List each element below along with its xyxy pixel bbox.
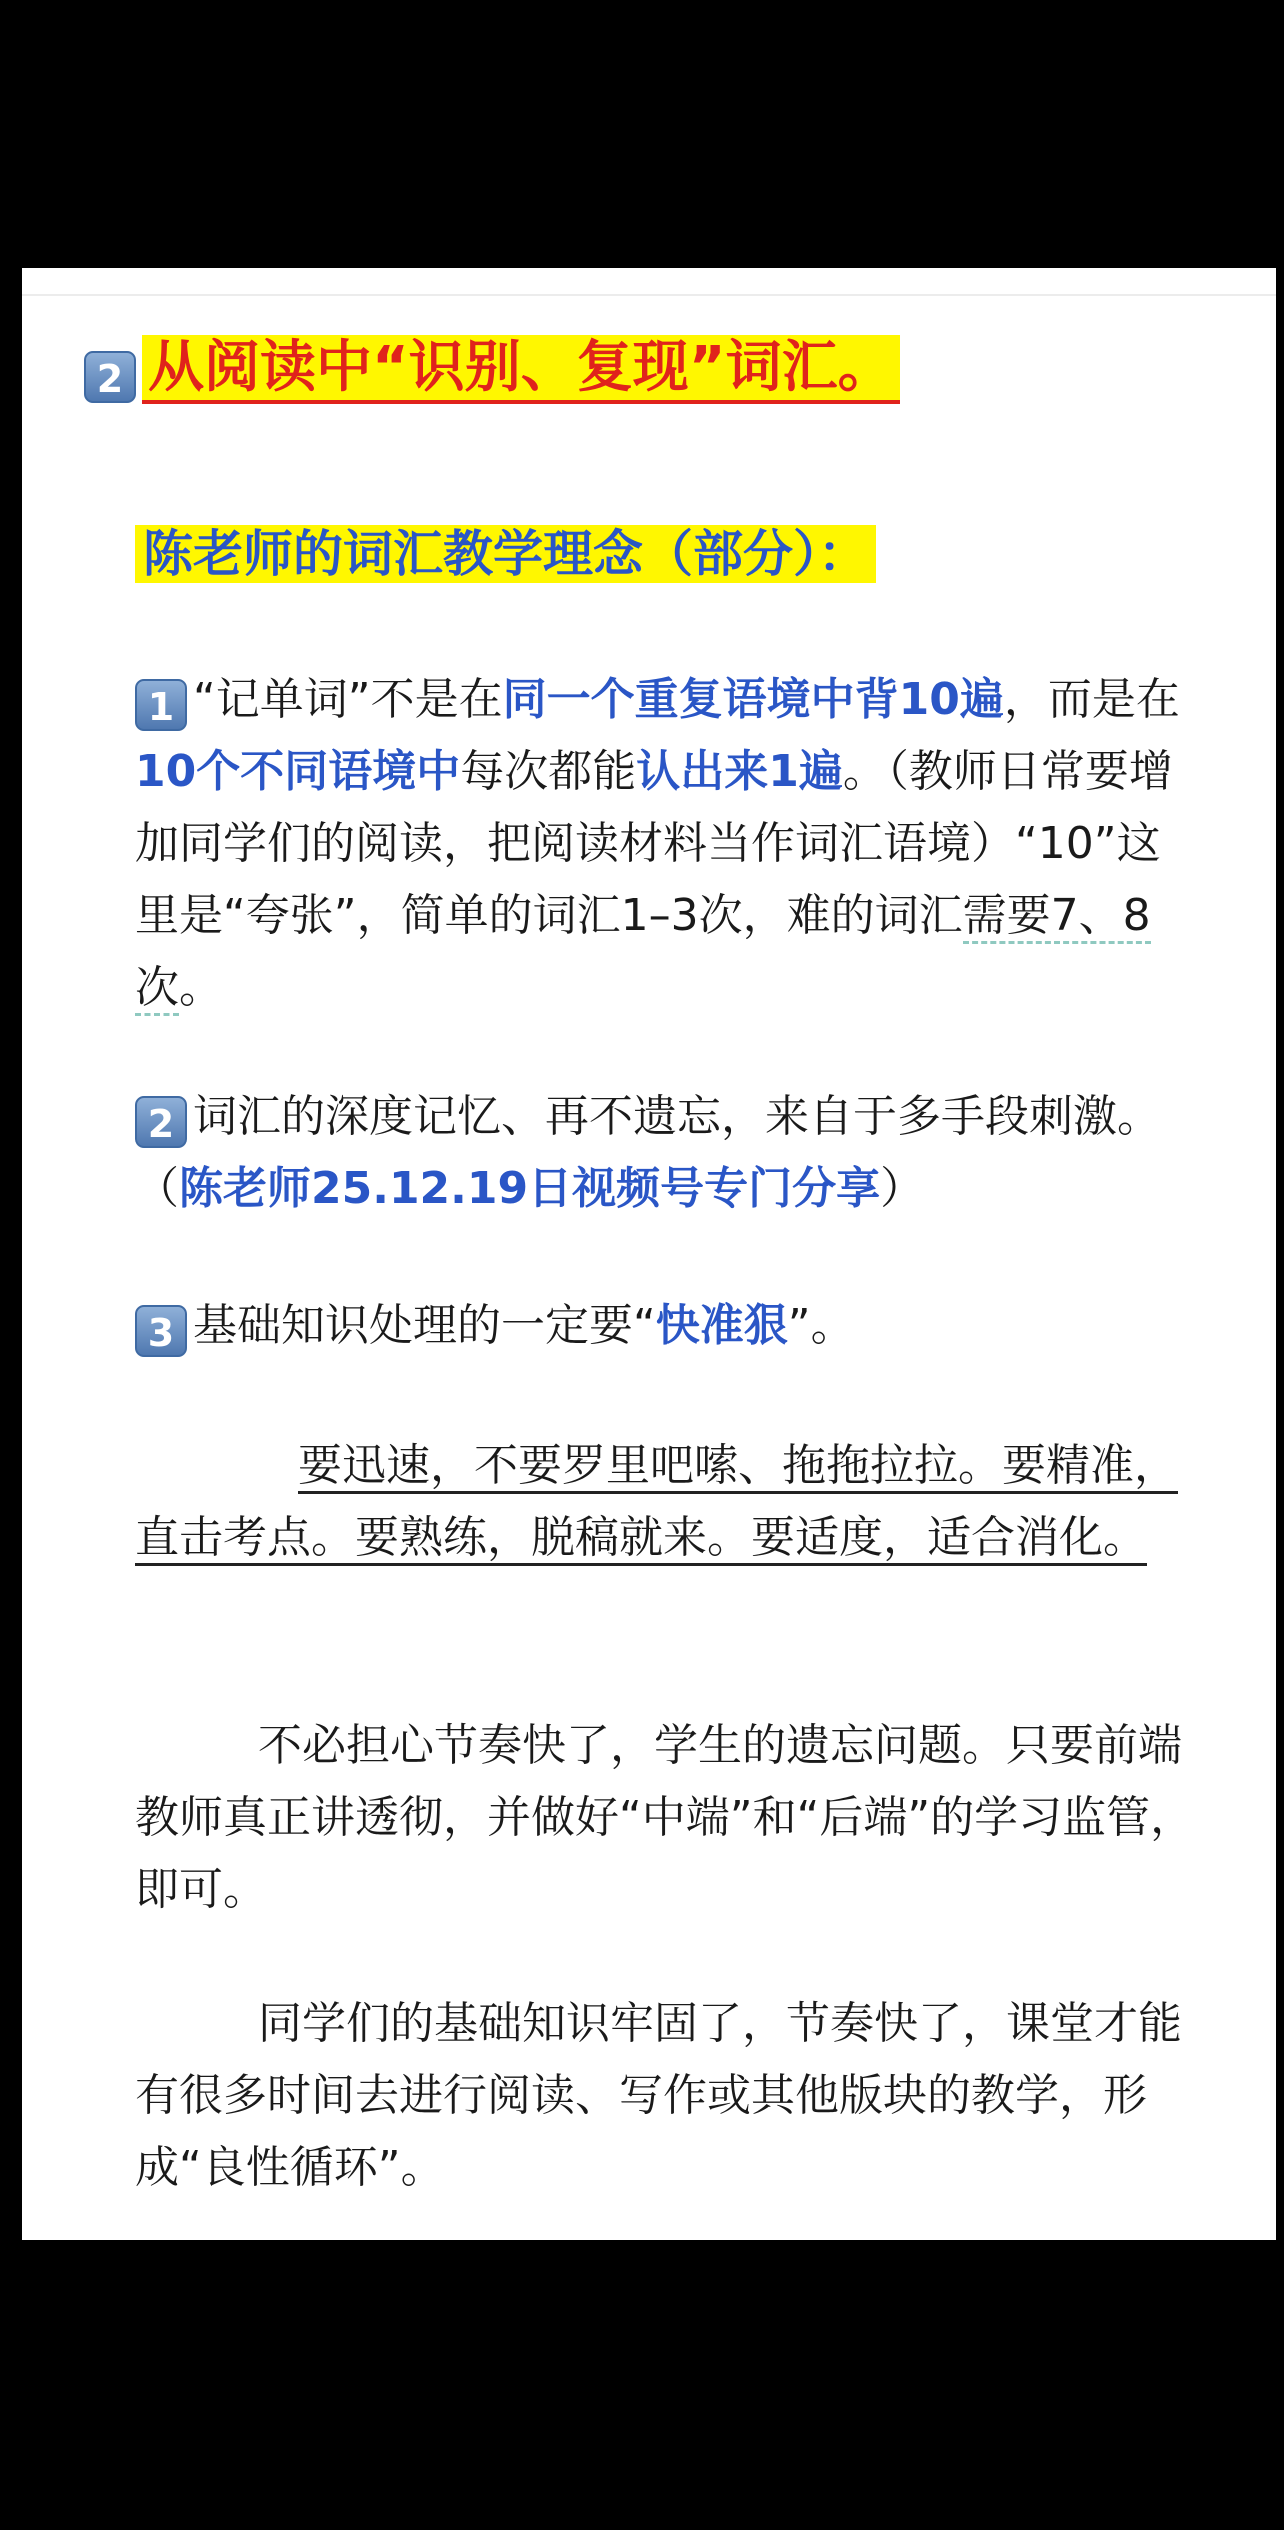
divider xyxy=(22,294,1276,296)
highlight-text: 认出来1遍 xyxy=(636,746,843,797)
paragraph-2: 不必担心节奏快了，学生的遗忘问题。只要前端教师真正讲透彻，并做好“中端”和“后端”的学习监管，即可。 xyxy=(135,1720,1195,1915)
text: 。 xyxy=(179,962,223,1013)
text: 词汇的深度记忆、再不遗忘，来自于多手段刺激。（ xyxy=(135,1091,1161,1214)
highlight-text: 同一个重复语境中背10遍 xyxy=(502,674,1004,725)
text: ”。 xyxy=(787,1300,855,1351)
subheading xyxy=(135,514,876,594)
paragraph-1 xyxy=(135,1430,1195,1574)
number-badge-icon: 2 xyxy=(84,351,136,403)
highlight-text: 10个不同语境中 xyxy=(135,746,461,797)
text: 每次都能 xyxy=(460,746,637,797)
section-heading xyxy=(84,328,900,408)
underlined-text: 要迅速，不要罗里吧嗦、拖拖拉拉。要精准，直击考点。要熟练，脱稿就来。要适度，适合消化。 xyxy=(135,1440,1178,1566)
point-2 xyxy=(135,1081,1195,1225)
point-1 xyxy=(135,664,1195,1024)
section-heading-text: 从阅读中“识别、复现”词汇。 xyxy=(142,335,900,404)
highlight-text: 陈老师25.12.19日视频号专门分享 xyxy=(179,1163,881,1214)
number-badge-icon: 3 xyxy=(135,1305,187,1357)
text: 。（教师日常要增加同学们的阅读，把阅读材料当作词汇语境）“10”这里是“夸张”，简单的词汇1–3次，难的词汇 xyxy=(135,746,1173,941)
article-card xyxy=(22,268,1276,2240)
paragraph-3: 同学们的基础知识牢固了，节奏快了，课堂才能有很多时间去进行阅读、写作或其他版块的教学，形成“良性循环”。 xyxy=(135,1998,1182,2193)
subheading-text: 陈老师的词汇教学理念（部分）： xyxy=(135,525,876,583)
highlight-text: 快准狠 xyxy=(655,1300,788,1351)
number-badge-icon: 2 xyxy=(135,1096,187,1148)
number-badge-icon: 1 xyxy=(135,679,187,731)
dashed-text: 需要7、8次 xyxy=(135,890,1151,1016)
text: ，而是在 xyxy=(1003,674,1180,725)
text: “记单词”不是在 xyxy=(193,674,503,725)
text: 基础知识处理的一定要“ xyxy=(193,1300,656,1351)
text: ） xyxy=(880,1163,925,1214)
point-3 xyxy=(135,1290,1195,1362)
